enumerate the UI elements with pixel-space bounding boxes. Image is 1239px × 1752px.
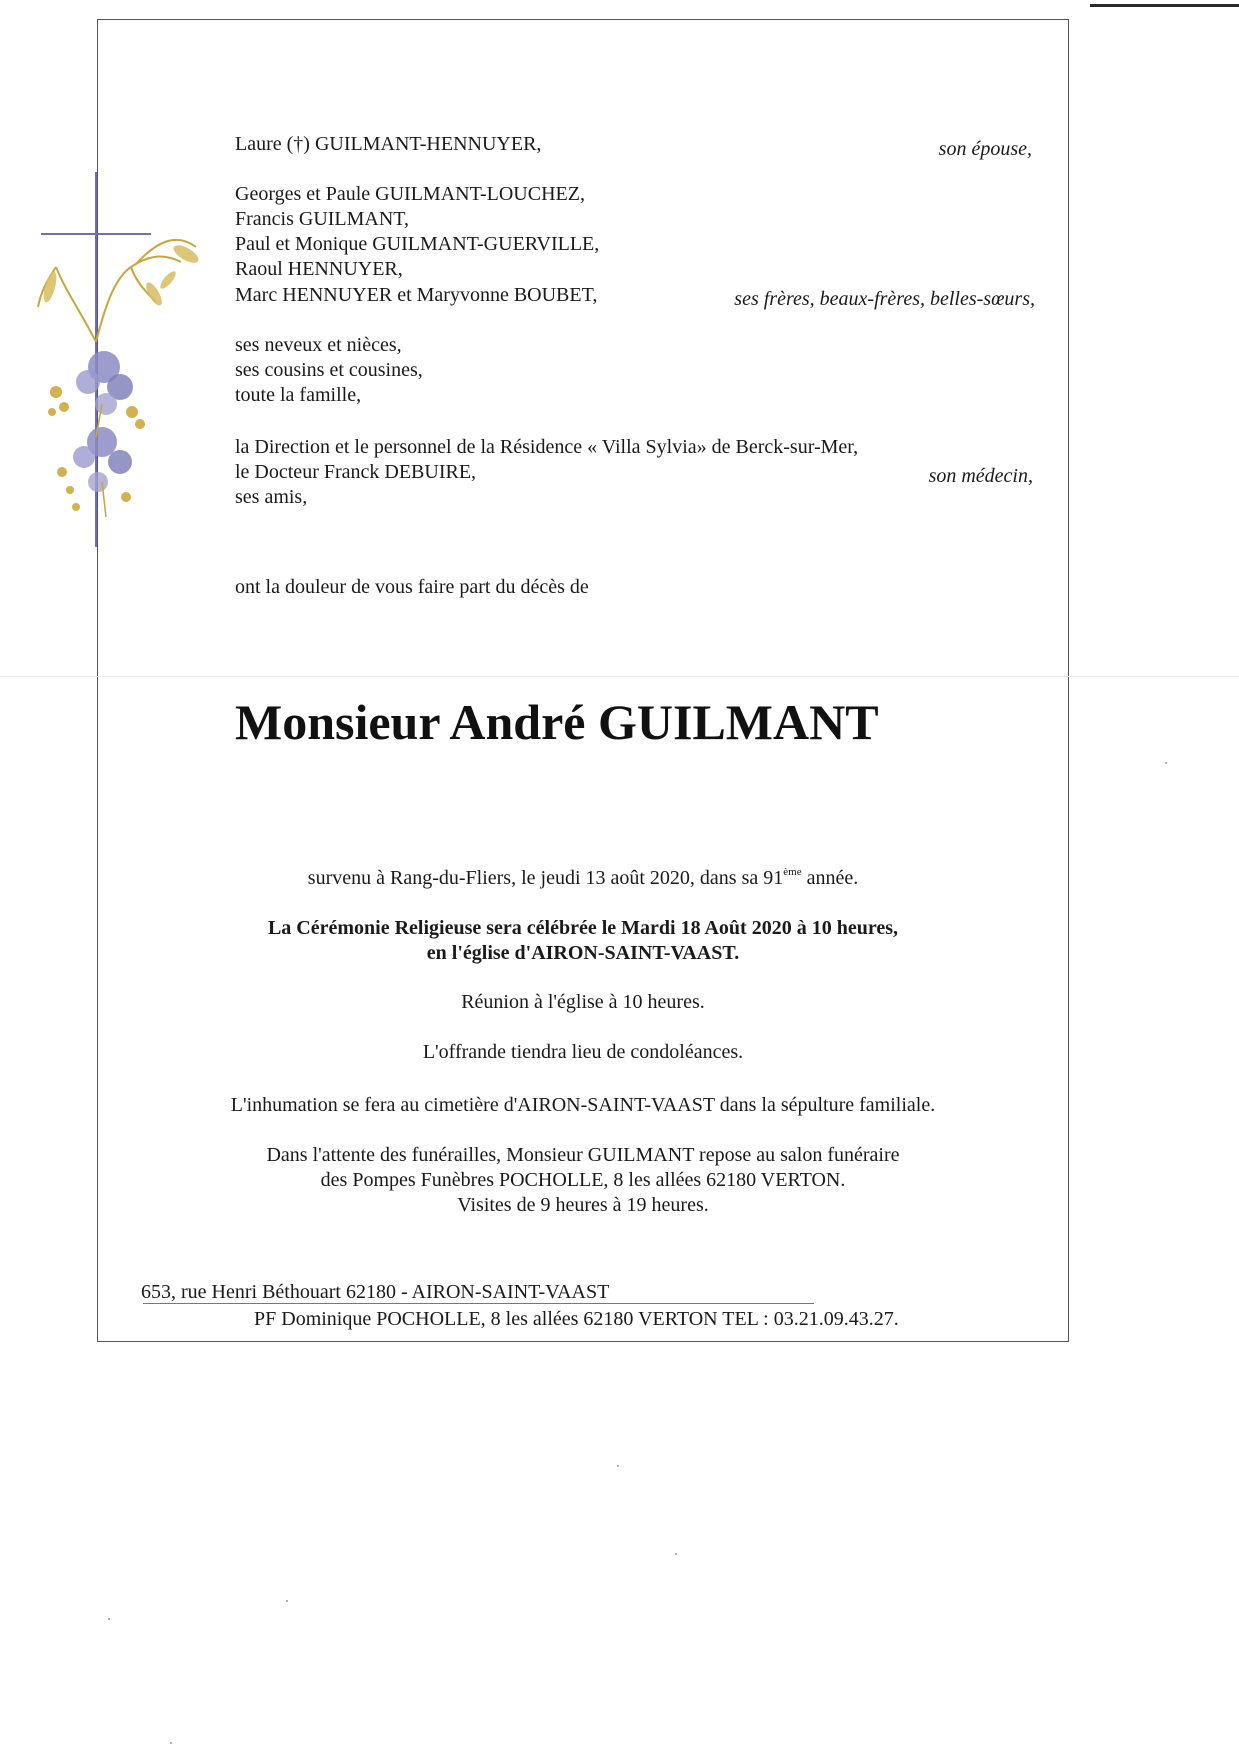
ordinal-suffix: ème [783, 866, 802, 878]
announcement-text: ont la douleur de vous faire part du décès de [235, 576, 589, 598]
death-details [97, 866, 1069, 891]
scan-speck [675, 1553, 677, 1555]
others-line: la Direction et le personnel de la Résidence « Villa Sylvia» de Berck-sur-Mer, [235, 436, 859, 458]
scan-speck [170, 1742, 172, 1744]
paper-fold-line [0, 676, 1239, 677]
death-details-text: survenu à Rang-du-Fliers, le jeudi 13 août 2020, dans sa 91 [307, 867, 784, 889]
funeral-home-line: Visites de 9 heures à 19 heures. [457, 1194, 709, 1216]
death-details-end: année. [801, 867, 859, 889]
cross-flower-decoration [36, 172, 216, 552]
spouse-role: son épouse, [938, 138, 1032, 160]
siblings-role: ses frères, beaux-frères, belles-sœurs, [734, 288, 1035, 310]
sibling-line: Georges et Paule GUILMANT-LOUCHEZ, [235, 183, 585, 205]
funeral-home-line: Dans l'attente des funérailles, Monsieur GUILMANT repose au salon funéraire [266, 1144, 900, 1166]
sibling-line: Raoul HENNUYER, [235, 258, 403, 280]
others-line: le Docteur Franck DEBUIRE, [235, 461, 477, 483]
scan-speck [617, 1465, 619, 1467]
burial-text: L'inhumation se fera au cimetière d'AIRON-SAINT-VAAST dans la sépulture familiale. [230, 1094, 936, 1116]
doctor-role: son médecin, [928, 465, 1033, 487]
funeral-home-line: des Pompes Funèbres POCHOLLE, 8 les allées 62180 VERTON. [320, 1169, 846, 1191]
deceased-name: Monsieur André GUILMANT [235, 694, 879, 750]
spouse-name: Laure (†) GUILMANT-HENNUYER, [235, 133, 542, 155]
extended-family-line: ses cousins et cousines, [235, 359, 423, 381]
scan-speck [108, 1618, 110, 1620]
sibling-line: Marc HENNUYER et Maryvonne BOUBET, [235, 284, 598, 306]
others-line: ses amis, [235, 486, 308, 508]
footer-address: 653, rue Henri Béthouart 62180 - AIRON-SAINT-VAAST [141, 1281, 610, 1303]
meeting-text: Réunion à l'église à 10 heures. [461, 991, 705, 1013]
offering-text: L'offrande tiendra lieu de condoléances. [422, 1041, 744, 1063]
extended-family-line: ses neveux et nièces, [235, 334, 402, 356]
footer-divider [143, 1303, 814, 1304]
scan-edge-mark [1090, 4, 1239, 7]
scan-speck [1165, 762, 1167, 764]
ceremony-line: La Cérémonie Religieuse sera célébrée le Mardi 18 Août 2020 à 10 heures, [267, 917, 899, 939]
sibling-line: Francis GUILMANT, [235, 208, 410, 230]
scan-speck [286, 1600, 288, 1602]
sibling-line: Paul et Monique GUILMANT-GUERVILLE, [235, 233, 600, 255]
footer-funeral-director: PF Dominique POCHOLLE, 8 les allées 62180 VERTON TEL : 03.21.09.43.27. [254, 1308, 899, 1330]
wheat-icon [38, 240, 196, 342]
ceremony-line: en l'église d'AIRON-SAINT-VAAST. [426, 942, 740, 964]
leaf-icon [41, 242, 201, 308]
extended-family-line: toute la famille, [235, 384, 362, 406]
